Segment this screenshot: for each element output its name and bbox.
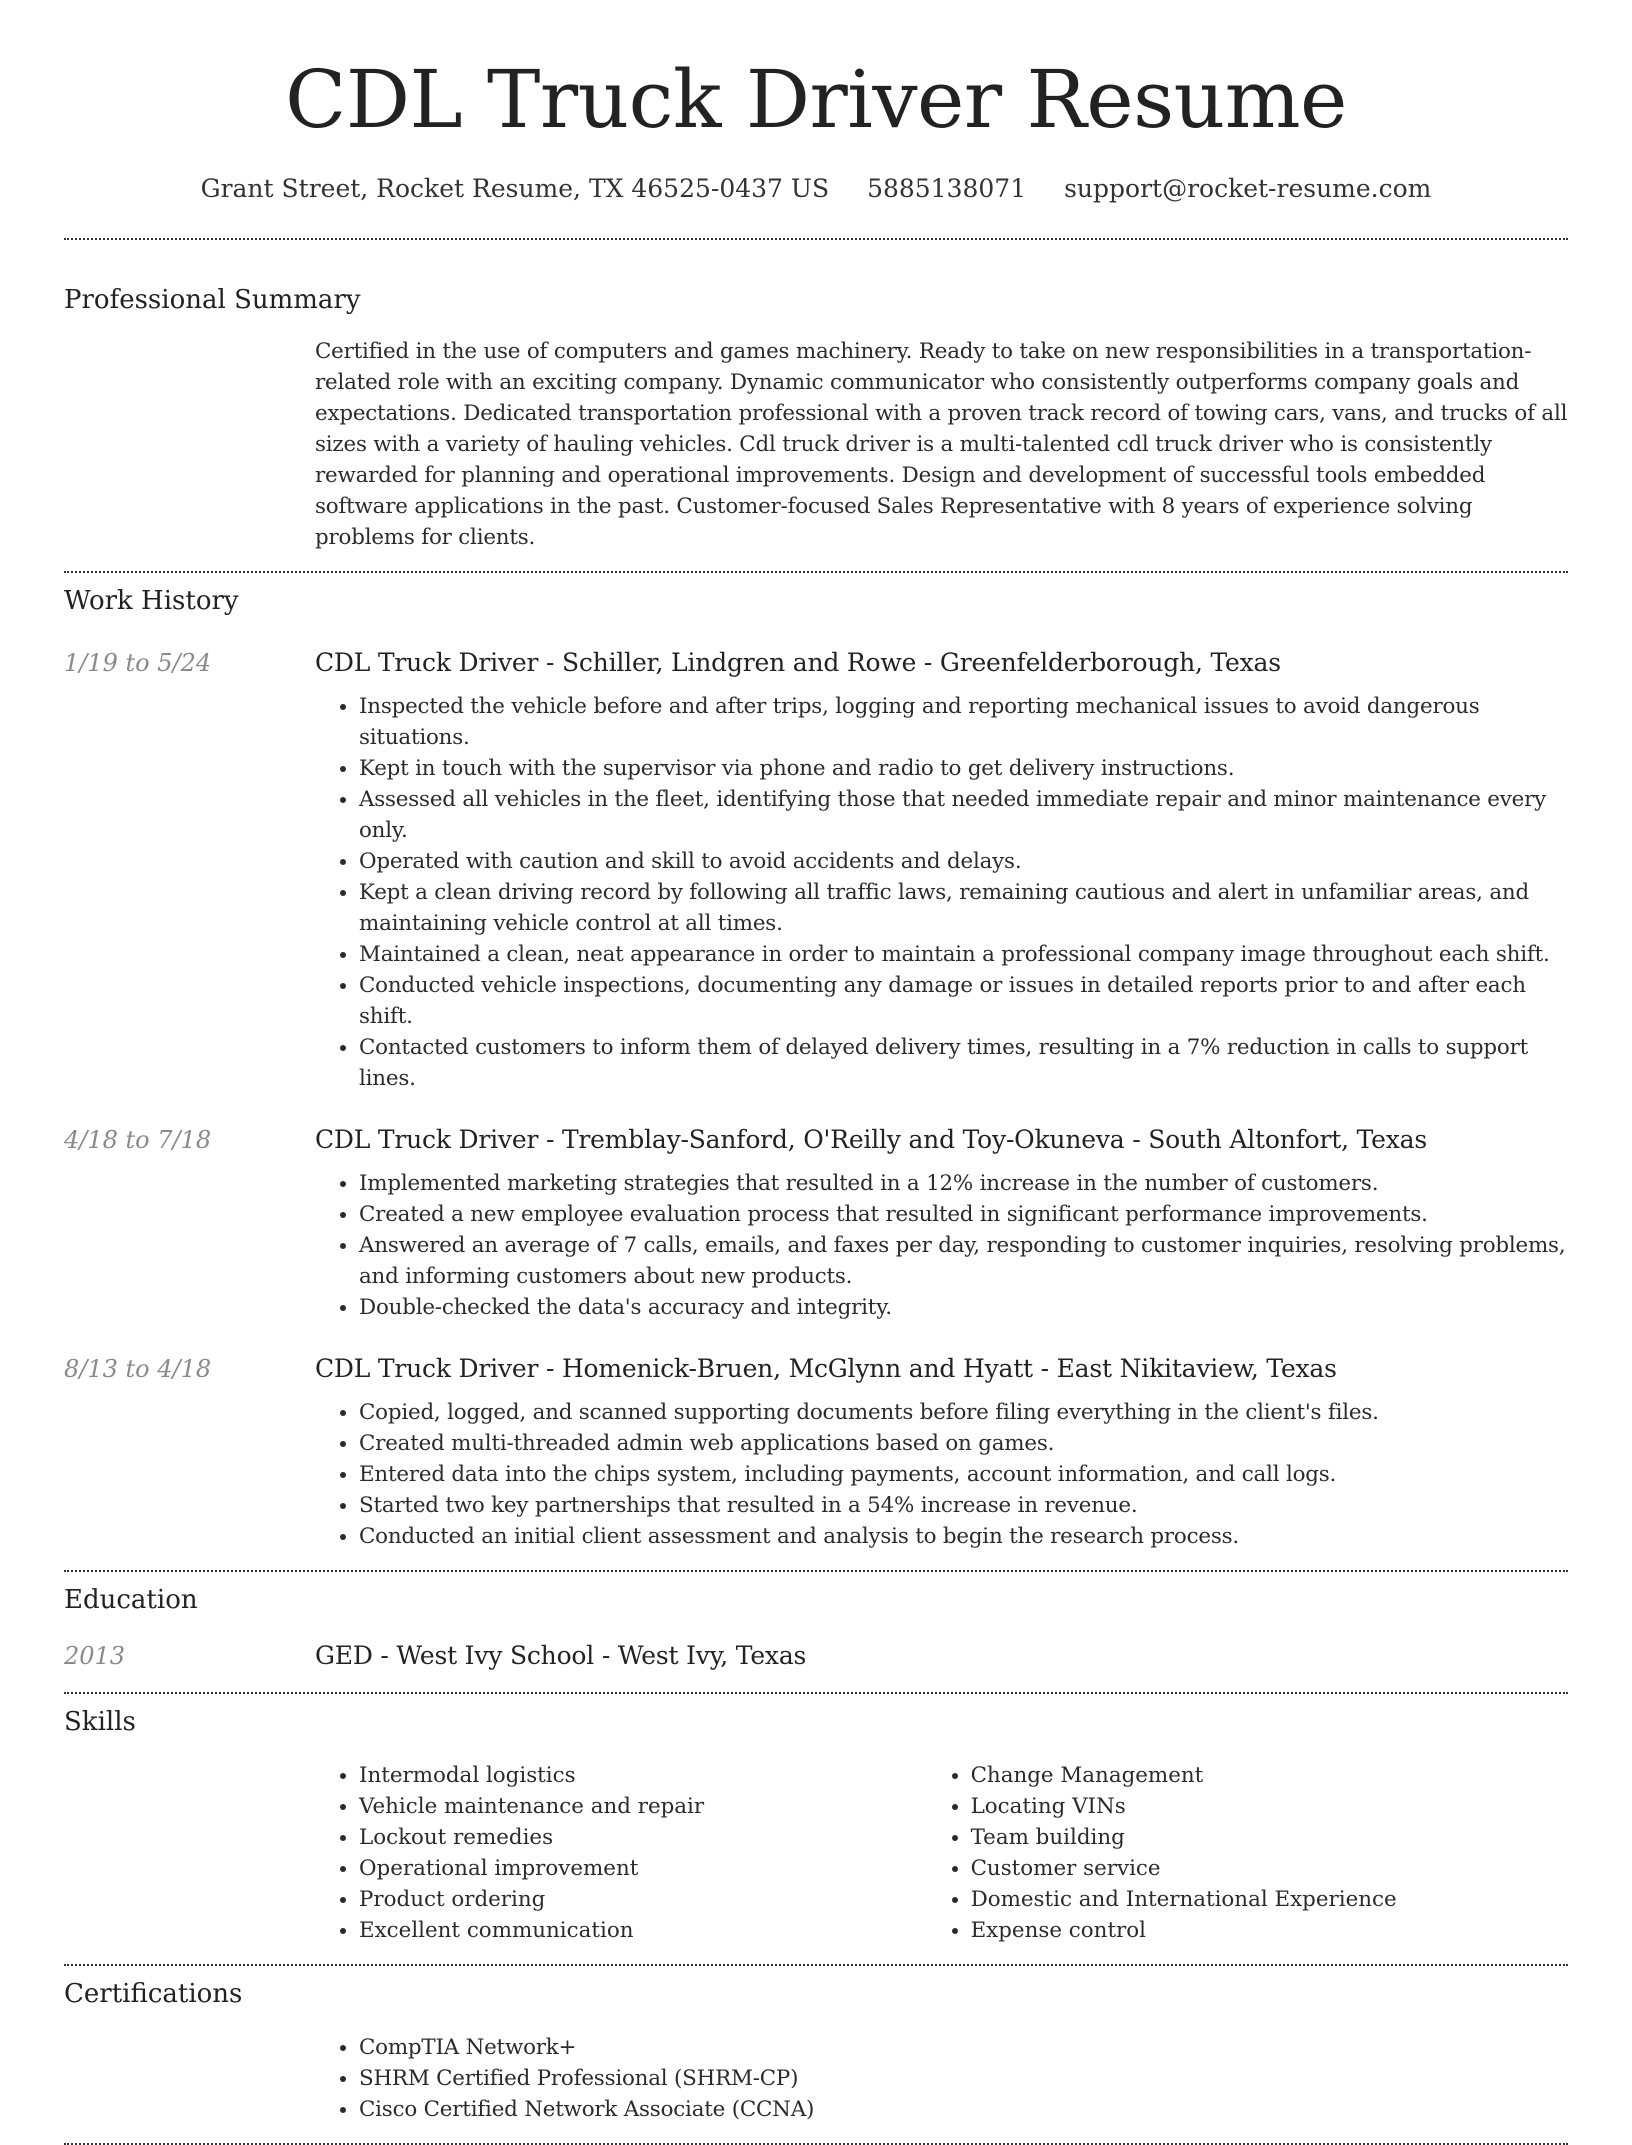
list-item: • Kept in touch with the supervisor via phone and radio to get delivery instructions.: [359, 753, 1568, 784]
job-entry: [64, 1351, 1568, 1552]
summary-text: Certified in the use of computers and games machinery. Ready to take on new responsibilities in a transportation-related role with an exciting company. Dynamic communicator who consistently outperforms company goals and expectations. Dedicated transportation professional with a proven track record of towing cars, vans, and trucks of all sizes with a variety of hauling vehicles. Cdl truck driver is a multi-talented cdl truck driver who is consistently rewarded for planning and operational improvements. Design and development of successful tools embedded software applications in the past. Customer-focused Sales Representative with 8 years of experience solving problems for clients.: [315, 339, 1568, 550]
list-item: • Locating VINs: [971, 1791, 1568, 1822]
certifications-heading: Certifications: [64, 1979, 243, 2009]
list-item: • Kept a clean driving record by following all traffic laws, remaining cautious and alert in unfamiliar areas, and maintaining vehicle control at all times.: [359, 877, 1568, 939]
list-item: • SHRM Certified Professional (SHRM-CP): [359, 2063, 1568, 2094]
contact-address: Grant Street, Rocket Resume, TX 46525-0437 US: [200, 174, 830, 203]
list-item: • Cisco Certified Network Associate (CCNA): [359, 2094, 1568, 2125]
work-history-section: [64, 573, 1568, 1570]
education-heading: Education: [64, 1585, 198, 1615]
education-headline: GED - West Ivy School - West Ivy, Texas: [315, 1641, 807, 1670]
list-item: • Conducted vehicle inspections, documenting any damage or issues in detailed reports prior to and after each shift.: [359, 970, 1568, 1032]
education-section: [64, 1572, 1568, 1692]
certifications-list: [315, 2032, 1568, 2125]
skills-columns: [315, 1760, 1568, 1946]
list-item: • Lockout remedies: [359, 1822, 927, 1853]
contact-email: support@rocket-resume.com: [1064, 174, 1432, 203]
list-item: • Expense control: [971, 1915, 1568, 1946]
list-item: • Operated with caution and skill to avoid accidents and delays.: [359, 846, 1568, 877]
skills-section: [64, 1694, 1568, 1964]
job-bullets: [315, 691, 1568, 1094]
certifications-section: [64, 1966, 1568, 2143]
job-dates: 1/19 to 5/24: [64, 649, 212, 677]
job-bullets: [315, 1168, 1568, 1323]
list-item: • Double-checked the data's accuracy and integrity.: [359, 1292, 1568, 1323]
job-dates: 8/13 to 4/18: [64, 1355, 212, 1383]
job-bullets: [315, 1397, 1568, 1552]
list-item: • Created multi-threaded admin web applications based on games.: [359, 1428, 1568, 1459]
list-item: • Operational improvement: [359, 1853, 927, 1884]
skills-heading: Skills: [64, 1707, 136, 1737]
skills-list-right: [927, 1760, 1568, 1946]
list-item: • Created a new employee evaluation process that resulted in significant performance improvements.: [359, 1199, 1568, 1230]
job-dates: 4/18 to 7/18: [64, 1126, 212, 1154]
list-item: • Entered data into the chips system, including payments, account information, and call logs.: [359, 1459, 1568, 1490]
list-item: • Team building: [971, 1822, 1568, 1853]
list-item: • Domestic and International Experience: [971, 1884, 1568, 1915]
list-item: • Intermodal logistics: [359, 1760, 927, 1791]
list-item: • Answered an average of 7 calls, emails, and faxes per day, responding to customer inquiries, resolving problems, and informing customers about new products.: [359, 1230, 1568, 1292]
list-item: • Copied, logged, and scanned supporting documents before filing everything in the client's files.: [359, 1397, 1568, 1428]
resume-title: CDL Truck Driver Resume: [285, 53, 1347, 146]
list-item: • Change Management: [971, 1760, 1568, 1791]
list-item: • Implemented marketing strategies that resulted in a 12% increase in the number of customers.: [359, 1168, 1568, 1199]
contact-line: [64, 172, 1568, 206]
job-headline: CDL Truck Driver - Homenick-Bruen, McGlynn and Hyatt - East Nikitaview, Texas: [315, 1354, 1337, 1383]
job-headline: CDL Truck Driver - Tremblay-Sanford, O'Reilly and Toy-Okuneva - South Altonfort, Texas: [315, 1125, 1427, 1154]
summary-heading: Professional Summary: [64, 285, 361, 315]
list-item: • Vehicle maintenance and repair: [359, 1791, 927, 1822]
list-item: • Assessed all vehicles in the fleet, identifying those that needed immediate repair and minor maintenance every only.: [359, 784, 1568, 846]
skills-list-left: [315, 1760, 927, 1946]
summary-section: [64, 240, 1568, 571]
list-item: • CompTIA Network+: [359, 2032, 1568, 2063]
job-entry: [64, 645, 1568, 1094]
list-item: • Customer service: [971, 1853, 1568, 1884]
list-item: • Excellent communication: [359, 1915, 927, 1946]
contact-phone: 5885138071: [867, 174, 1027, 203]
list-item: • Conducted an initial client assessment and analysis to begin the research process.: [359, 1521, 1568, 1552]
list-item: • Started two key partnerships that resulted in a 54% increase in revenue.: [359, 1490, 1568, 1521]
job-entry: [64, 1122, 1568, 1323]
list-item: • Maintained a clean, neat appearance in order to maintain a professional company image throughout each shift.: [359, 939, 1568, 970]
list-item: • Contacted customers to inform them of delayed delivery times, resulting in a 7% reduction in calls to support lines.: [359, 1032, 1568, 1094]
work-history-heading: Work History: [64, 586, 239, 616]
job-headline: CDL Truck Driver - Schiller, Lindgren and Rowe - Greenfelderborough, Texas: [315, 648, 1281, 677]
education-year: 2013: [64, 1642, 126, 1670]
list-item: • Product ordering: [359, 1884, 927, 1915]
list-item: • Inspected the vehicle before and after trips, logging and reporting mechanical issues to avoid dangerous situations.: [359, 691, 1568, 753]
